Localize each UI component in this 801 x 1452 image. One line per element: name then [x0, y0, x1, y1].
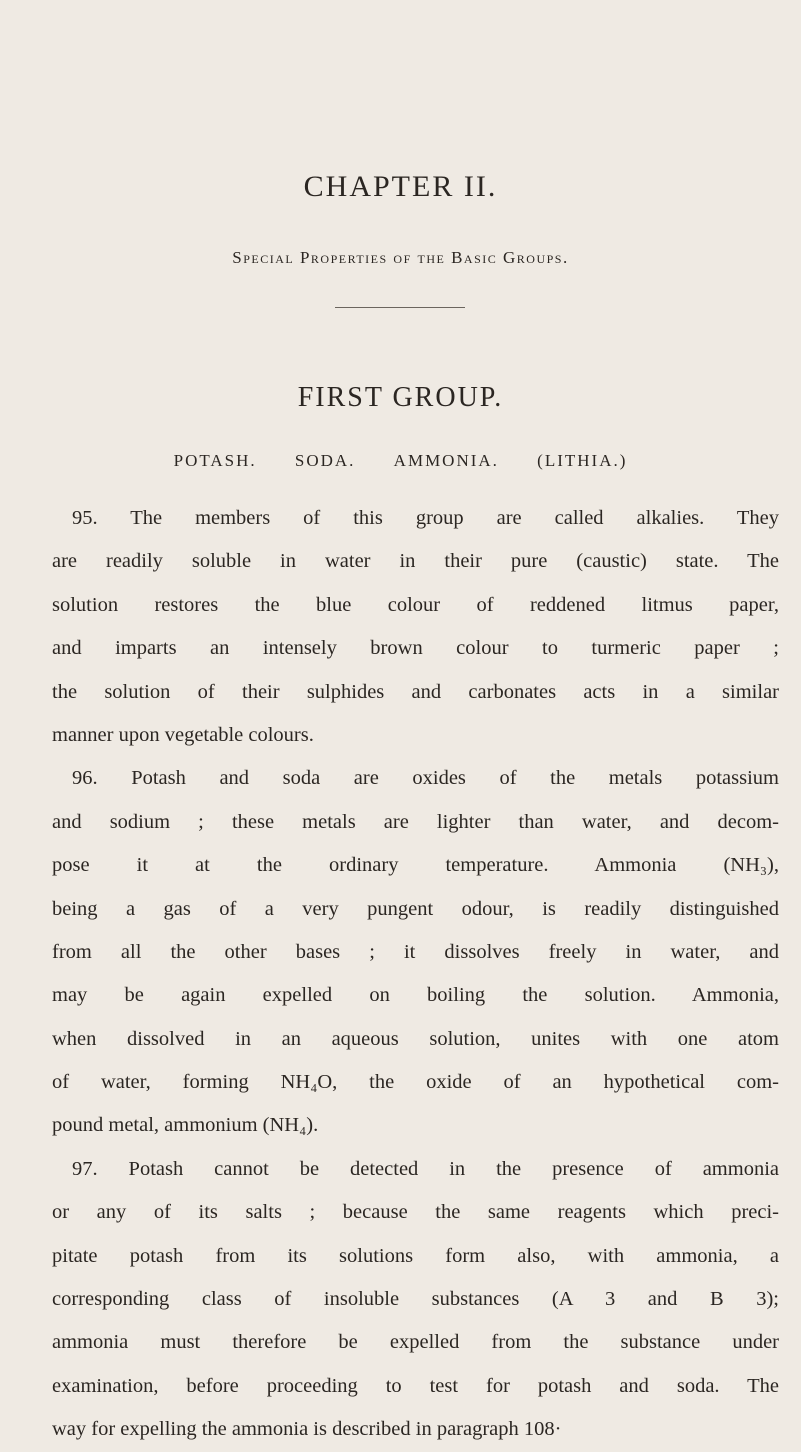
text-line: pitate potash from its solutions form also, with ammonia, a	[52, 1244, 779, 1267]
chapter-title: CHAPTER II.	[303, 170, 498, 203]
text-line: or any of its salts ; because the same reagents which preci-	[52, 1201, 779, 1224]
text-line: the solution of their sulphides and carbonates acts in a similar	[52, 680, 779, 703]
base-potash: POTASH.	[173, 451, 257, 470]
text-line: and sodium ; these metals are lighter than water, and decom-	[52, 810, 779, 833]
text-line: manner upon vegetable colours.	[52, 723, 314, 746]
text-line: corresponding class of insoluble substances (A 3 and B 3);	[52, 1288, 779, 1311]
text-line: way for expelling the ammonia is described in paragraph 108·	[52, 1418, 562, 1441]
text-line: 97. Potash cannot be detected in the presence of ammonia	[72, 1157, 779, 1180]
body-text	[52, 497, 779, 1452]
divider-rule	[335, 307, 465, 308]
base-ammonia: AMMONIA.	[393, 451, 499, 470]
text-line: and imparts an intensely brown colour to turmeric paper ;	[52, 637, 779, 660]
text-line: 96. Potash and soda are oxides of the metals potassium	[72, 767, 779, 790]
text-line: solution restores the blue colour of reddened litmus paper,	[52, 593, 779, 616]
text-line: pose it at the ordinary temperature. Ammonia (NH₃),	[52, 854, 779, 877]
base-soda: SODA.	[294, 451, 356, 470]
text-line: ammonia must therefore be expelled from the substance under	[52, 1331, 779, 1354]
text-line: may be again expelled on boiling the solution. Ammonia,	[52, 984, 779, 1007]
text-line: from all the other bases ; it dissolves freely in water, and	[52, 940, 779, 963]
base-lithia: (LITHIA.)	[537, 451, 628, 470]
text-line: when dissolved in an aqueous solution, unites with one atom	[52, 1027, 779, 1050]
text-line: pound metal, ammonium (NH₄).	[52, 1114, 319, 1137]
section-title: FIRST GROUP.	[297, 382, 504, 413]
text-line: are readily soluble in water in their pure (caustic) state. The	[52, 550, 779, 573]
text-line: of water, forming NH₄O, the oxide of an hypothetical com-	[52, 1071, 779, 1094]
text-line: examination, before proceeding to test for potash and soda. The	[52, 1374, 779, 1397]
chapter-subtitle: Special Properties of the Basic Groups.	[232, 248, 569, 267]
text-line: 95. The members of this group are called alkalies. They	[72, 507, 779, 529]
bases-list	[0, 451, 801, 471]
text-line: being a gas of a very pungent odour, is readily distinguished	[52, 897, 779, 920]
